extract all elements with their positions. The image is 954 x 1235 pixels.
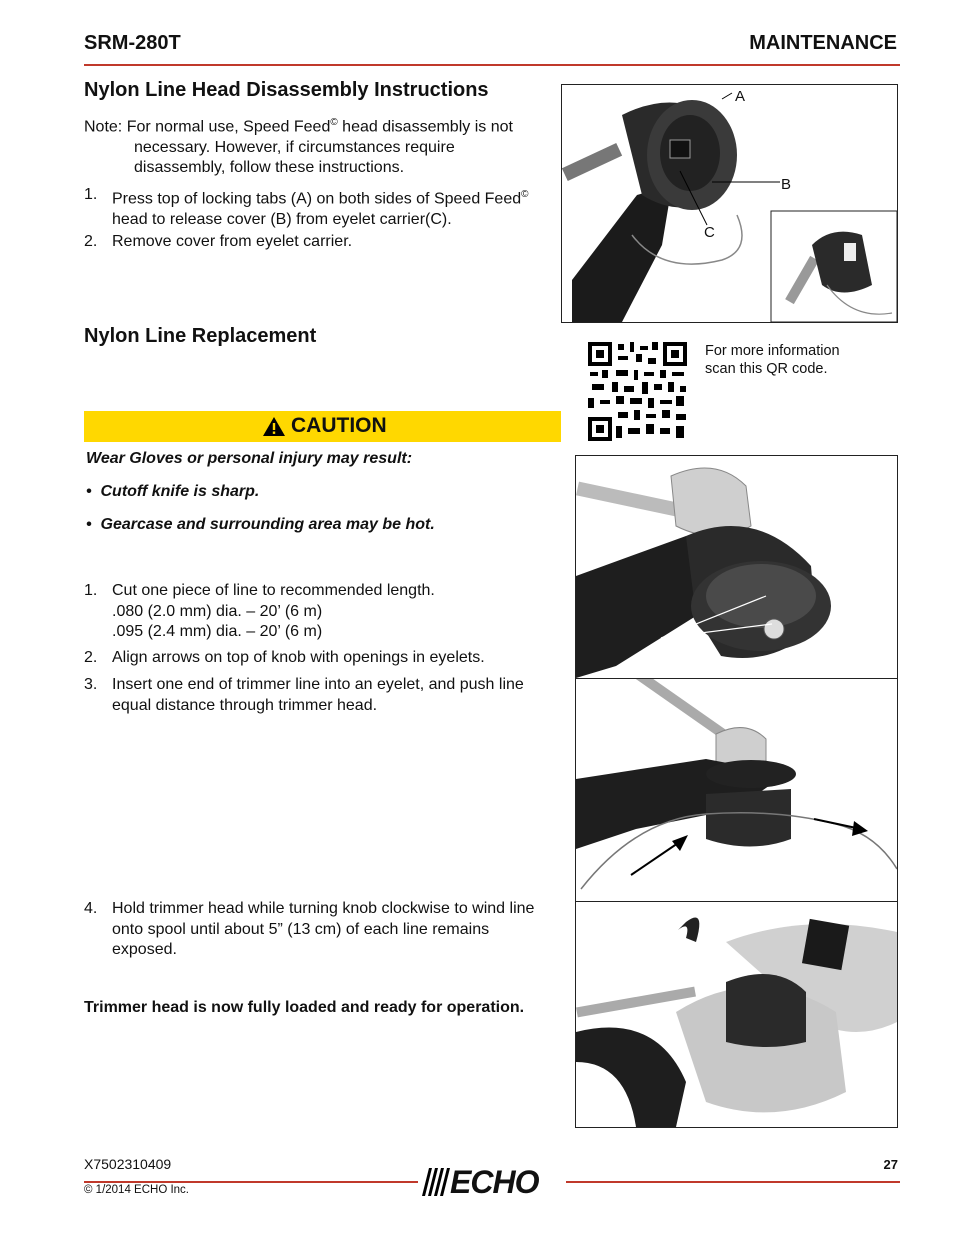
warning-triangle-icon — [262, 416, 286, 437]
caution-label: CAUTION — [291, 414, 387, 437]
label-c: C — [704, 224, 715, 241]
caution-warning: Wear Gloves or personal injury may result: — [86, 450, 413, 467]
footer-rule-left — [84, 1181, 418, 1183]
wind-line-illustration — [576, 902, 897, 1127]
caution-bullet-1: • Cutoff knife is sharp. — [86, 483, 260, 500]
disassembly-figure — [561, 84, 898, 323]
note-paragraph: Note: For normal use, Speed Feed© head disassembly is not necessary. However, if circumstances require disassembly, follow these instructions. — [84, 117, 513, 177]
page-number: 27 — [883, 1157, 898, 1172]
qr-caption: For more information scan this QR code. — [705, 343, 840, 377]
replacement-heading: Nylon Line Replacement — [84, 325, 317, 347]
qr-code[interactable] — [586, 340, 689, 443]
clockwise-arrow-icon — [678, 918, 699, 943]
caution-banner — [84, 411, 561, 442]
footer-rule-right — [566, 1181, 900, 1183]
knob-arrows-illustration — [576, 456, 897, 678]
label-b: B — [781, 176, 792, 193]
disassembly-heading: Nylon Line Head Disassembly Instructions — [84, 79, 489, 101]
copyright-notice: © 1/2014 ECHO Inc. — [84, 1184, 189, 1196]
photo-wind-line — [575, 901, 898, 1128]
part-number: X7502310409 — [84, 1156, 172, 1172]
caution-bullet-2: • Gearcase and surrounding area may be hot. — [86, 516, 435, 533]
echo-logo — [420, 1166, 563, 1198]
photo-insert-line — [575, 678, 898, 902]
header-rule — [84, 64, 900, 66]
photo-align-arrows — [575, 455, 898, 679]
section-title: MAINTENANCE — [749, 32, 897, 54]
model-title: SRM-280T — [84, 32, 181, 54]
insert-line-illustration — [576, 679, 897, 901]
qr-code-image — [586, 340, 689, 443]
trimmer-head-illustration — [562, 85, 897, 322]
label-a: A — [735, 88, 746, 105]
echo-logo-text: ECHO — [450, 1164, 539, 1200]
final-statement: Trimmer head is now fully loaded and ready for operation. — [84, 999, 525, 1016]
